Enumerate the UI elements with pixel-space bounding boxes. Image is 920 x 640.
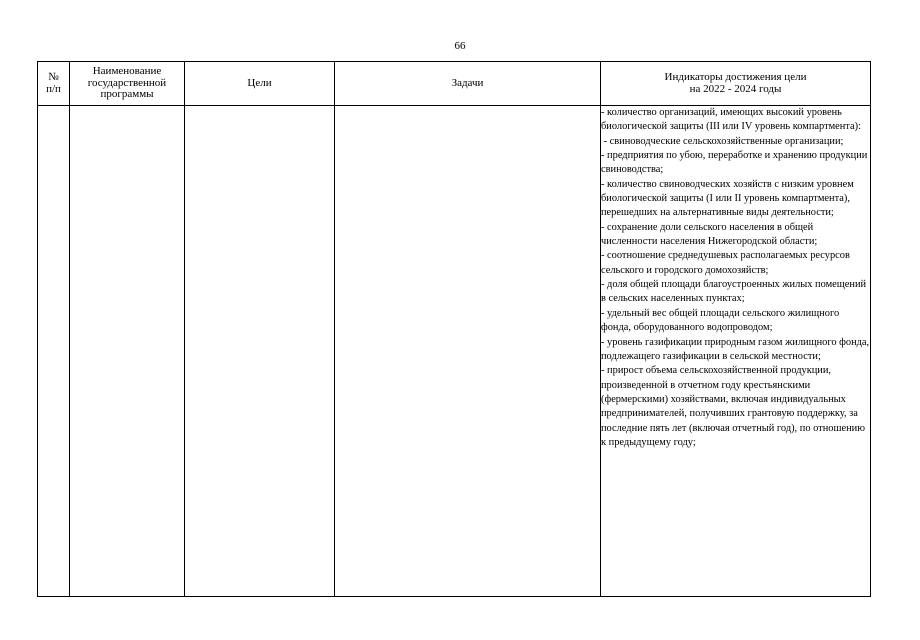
indicator-item: - сохранение доли сельского населения в общей численности населения Нижегородской области; <box>601 221 818 248</box>
indicator-item: - количество свиноводческих хозяйств с низким уровнем биологической защиты (I или II уровень компартмента), перешедших на альтернативные виды деятельности; <box>601 178 857 219</box>
header-program-name-line: Наименование <box>92 65 162 78</box>
program-table <box>37 61 871 597</box>
header-num-line: № <box>48 71 59 83</box>
header-num-line: п/п <box>46 82 61 95</box>
header-indicators <box>601 62 871 106</box>
indicator-item: - предприятия по убою, переработке и хранению продукции свиноводства; <box>601 150 870 176</box>
header-tasks: Задачи <box>335 62 601 106</box>
header-program-name <box>70 62 185 106</box>
cell-indicators <box>601 106 871 597</box>
indicator-item: - свиноводческие сельскохозяйственные организации; <box>601 135 844 147</box>
header-num <box>38 62 70 106</box>
header-indicators-line: Индикаторы достижения цели <box>664 71 807 83</box>
cell-goals <box>185 106 335 597</box>
cell-tasks <box>335 106 601 597</box>
indicator-item: - удельный вес общей площади сельского жилищного фонда, оборудованного водопроводом; <box>601 307 842 334</box>
indicator-item: - количество организаций, имеющих высокий уровень биологической защиты (III или IV уровень компартмента): <box>601 107 861 133</box>
table-header-row <box>38 62 871 106</box>
header-program-name-line: государственной <box>87 76 167 89</box>
table-row <box>38 106 871 597</box>
cell-num <box>38 106 70 597</box>
indicator-item: - уровень газификации природным газом жилищного фонда, подлежащего газификации в сельской местности; <box>601 336 872 362</box>
header-program-name-line: программы <box>100 88 154 101</box>
indicator-item: - прирост объема сельскохозяйственной продукции, произведенной в отчетном году крестьянскими (фермерскими) хозяйствами, включая индивидуальных предпринимателей, получивших грантовую поддержку, за последние пять лет (включая отчетный год), по отношению к предыдущему году; <box>601 365 868 448</box>
header-goals: Цели <box>185 62 335 106</box>
header-indicators-line: на 2022 - 2024 годы <box>689 82 782 95</box>
indicator-item: - доля общей площади благоустроенных жилых помещений в сельских населенных пунктах; <box>601 279 869 305</box>
cell-program-name <box>70 106 185 597</box>
indicator-item: - соотношение среднедушевых располагаемых ресурсов сельского и городского домохозяйств; <box>601 250 853 276</box>
page-number: 66 <box>454 40 466 52</box>
